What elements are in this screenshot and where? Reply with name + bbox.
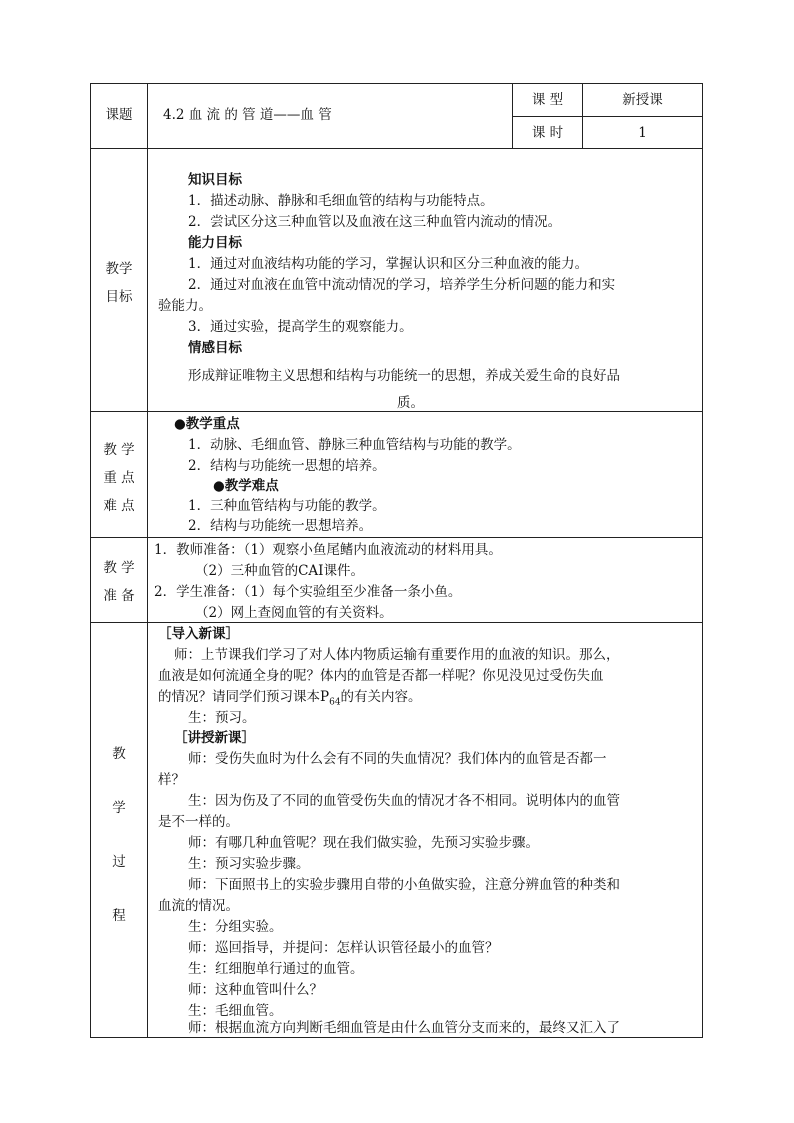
topic-label: 课题	[105, 107, 133, 123]
process-para-1-line-3-pre: 的情况？请同学们预习课本P	[158, 689, 330, 705]
preparation-line-1: 1．教师准备：（1）观察小鱼尾鳍内血液流动的材料用具。	[154, 542, 502, 558]
process-para-13: 师：根据血流方向判断毛细血管是由什么血管分支而来的，最终又汇入了	[188, 1020, 620, 1036]
type-label: 课 型	[531, 92, 564, 108]
type-value: 新授课	[622, 92, 663, 108]
emotion-item-line-1: 形成辩证唯物主义思想和结构与功能统一的思想，养成关爱生命的良好品	[188, 368, 620, 384]
focus-item-2: 2．结构与功能统一思想的培养。	[188, 458, 386, 474]
process-para-3-line-1: 师：受伤失血时为什么会有不同的失血情况？我们体内的血管是否都一	[188, 751, 607, 767]
difficulty-item-1: 1．三种血管结构与功能的教学。	[188, 498, 386, 514]
knowledge-item-2: 2．尝试区分这三种血管以及血液在这三种血管内流动的情况。	[188, 214, 562, 230]
process-para-9: 师：巡回指导，并提问：怎样认识管径最小的血管？	[188, 940, 499, 956]
preparation-line-4: （2）网上查阅血管的有关资料。	[195, 605, 393, 621]
hours-value: 1	[638, 125, 647, 141]
process-para-4-line-1: 生：因为伤及了不同的血管受伤失血的情况才各不相同。说明体内的血管	[188, 793, 620, 809]
row-divider-objectives	[90, 148, 703, 149]
process-para-7-line-2: 血流的情况。	[158, 898, 239, 914]
preparation-label-2: 准 备	[103, 588, 135, 604]
process-para-1-line-3	[158, 687, 422, 707]
knowledge-item-1: 1．描述动脉、静脉和毛细血管的结构与功能特点。	[188, 193, 494, 209]
ability-item-1: 1．通过对血液结构功能的学习，掌握认识和区分三种血液的能力。	[188, 256, 589, 272]
process-para-1-line-1: 师：上节课我们学习了对人体内物质运输有重要作用的血液的知识。那么，	[174, 647, 620, 663]
key-points-label-1: 教 学	[103, 442, 135, 458]
process-label-3: 过	[112, 854, 126, 870]
lecture-heading: ［讲授新课］	[174, 730, 255, 746]
process-para-10: 生：红细胞单行通过的血管。	[188, 961, 364, 977]
ability-item-3: 3．通过实验，提高学生的观察能力。	[188, 319, 413, 335]
intro-heading: ［导入新课］	[158, 626, 239, 642]
ability-item-2-line-2: 验能力。	[158, 298, 212, 314]
process-para-6: 生：预习实验步骤。	[188, 856, 310, 872]
process-para-1-line-3-post: 的有关内容。	[340, 689, 422, 705]
process-para-8: 生：分组实验。	[188, 919, 283, 935]
emotion-item-line-2: 质。	[397, 395, 424, 411]
process-label-1: 教	[112, 746, 126, 762]
focus-item-1: 1．动脉、毛细血管、静脉三种血管结构与功能的教学。	[188, 437, 521, 453]
label-column-divider	[147, 83, 148, 1038]
key-points-label-2: 重 点	[103, 470, 135, 486]
process-para-2: 生：预习。	[188, 710, 256, 726]
table-border-top	[90, 83, 703, 84]
focus-heading: ●教学重点	[174, 416, 240, 432]
hours-label: 课 时	[531, 125, 564, 141]
page-number-subscript: 64	[329, 697, 341, 708]
key-points-label-3: 难 点	[103, 498, 135, 514]
knowledge-heading: 知识目标	[188, 172, 242, 188]
process-para-5: 师：有哪几种血管呢？现在我们做实验，先预习实验步骤。	[188, 835, 539, 851]
process-para-3-line-2: 样？	[158, 772, 185, 788]
preparation-label-1: 教 学	[103, 560, 135, 576]
preparation-line-3: 2．学生准备：（1）每个实验组至少准备一条小鱼。	[154, 584, 462, 600]
process-para-1-line-2: 血液是如何流通全身的呢？体内的血管是否都一样呢？你见没见过受伤失血	[158, 668, 604, 684]
process-label-4: 程	[112, 908, 126, 924]
process-label-2: 学	[112, 800, 126, 816]
process-para-12: 生：毛细血管。	[188, 1003, 283, 1019]
header-mid-divider	[512, 116, 703, 117]
process-para-11: 师：这种血管叫什么？	[188, 982, 323, 998]
process-para-4-line-2: 是不一样的。	[158, 814, 239, 830]
process-para-7-line-1: 师：下面照书上的实验步骤用自带的小鱼做实验，注意分辨血管的种类和	[188, 877, 620, 893]
topic-title: 4.2 血 流 的 管 道——血 管	[163, 107, 332, 123]
objectives-label-2: 目标	[105, 289, 133, 305]
preparation-line-2: （2）三种血管的CAI课件。	[195, 563, 365, 579]
difficulty-heading: ●教学难点	[213, 478, 279, 494]
ability-item-2-line-1: 2．通过对血液在血管中流动情况的学习，培养学生分析问题的能力和实	[188, 277, 616, 293]
row-divider-process	[90, 622, 703, 623]
row-divider-preparation	[90, 537, 703, 538]
table-border-right	[702, 83, 703, 1038]
ability-heading: 能力目标	[188, 235, 242, 251]
objectives-label-1: 教学	[105, 261, 133, 277]
emotion-heading: 情感目标	[188, 340, 242, 356]
difficulty-item-2: 2．结构与功能统一思想培养。	[188, 518, 373, 534]
